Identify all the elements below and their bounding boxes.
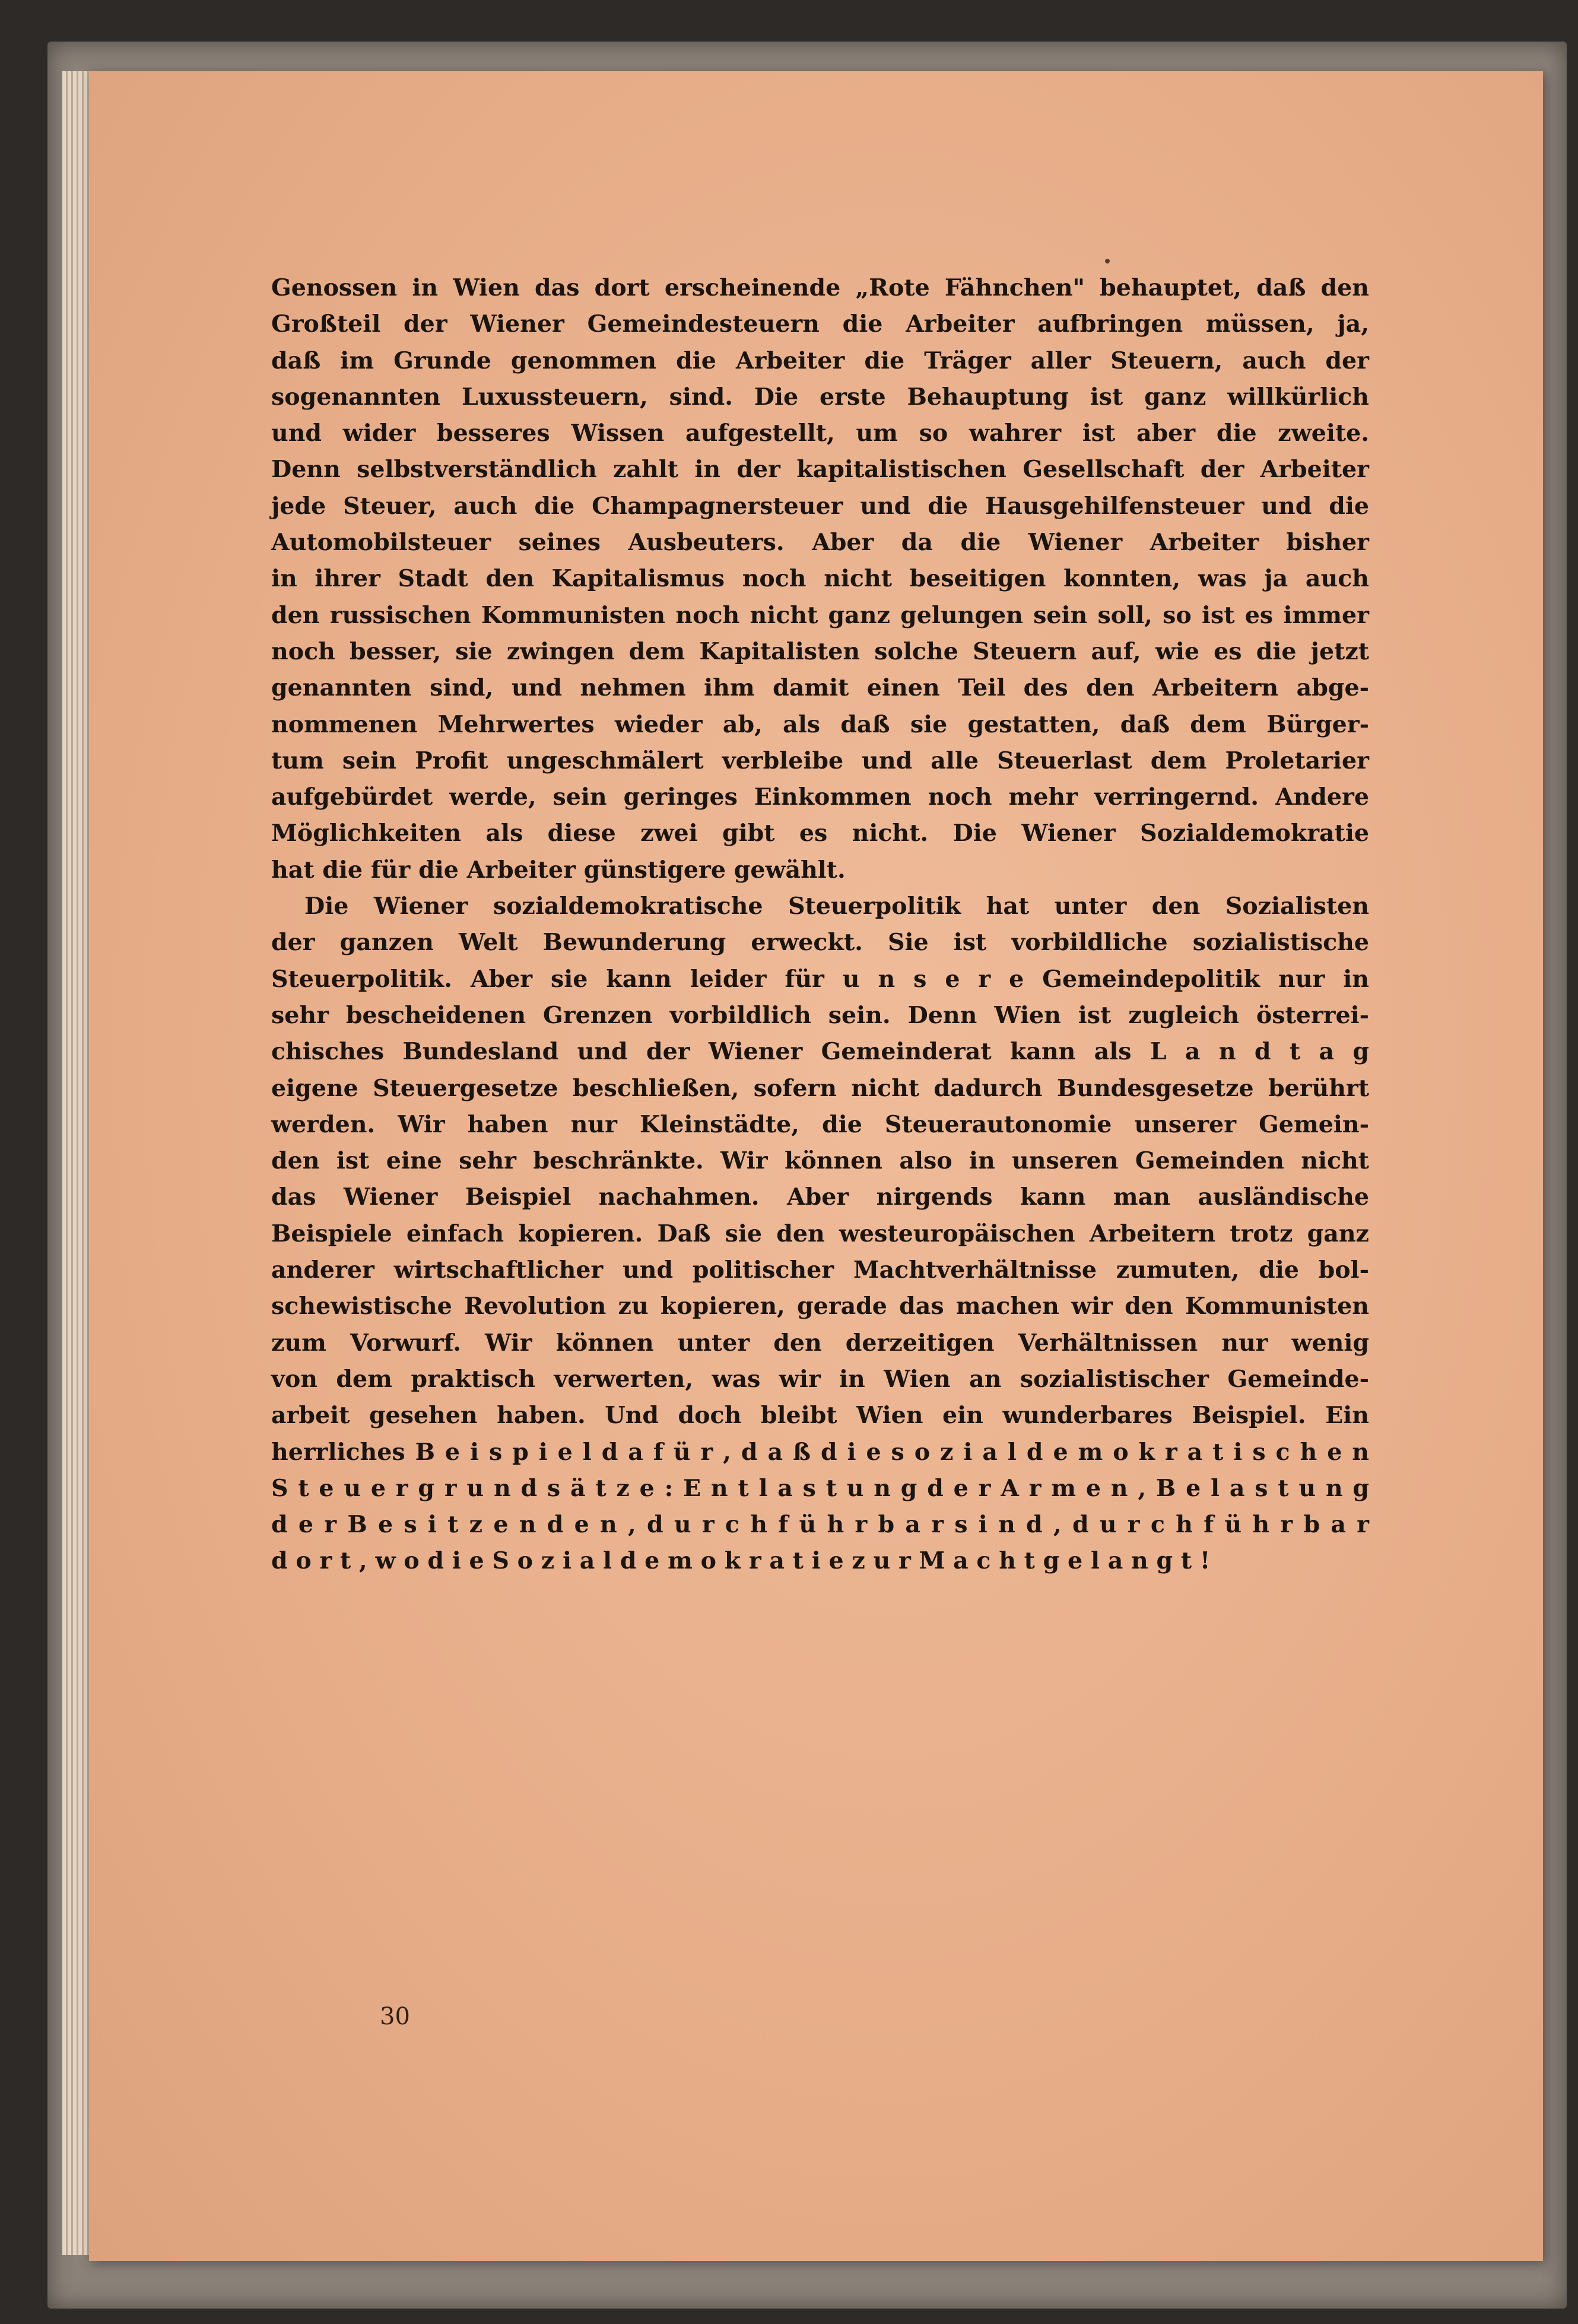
- text-line: daß im Grunde genommen die Arbeiter die Träger aller Steuern, auch der: [271, 347, 1369, 374]
- text-line: der ganzen Welt Bewunderung erweckt. Sie ist vorbildliche sozialistische: [271, 929, 1369, 957]
- text-line: hat die für die Arbeiter günstigere gewählt.: [271, 856, 846, 884]
- text-line: anderer wirtschaftlicher und politischer Machtverhältnisse zumuten, die bol-: [271, 1256, 1369, 1284]
- ink-dot: [1105, 259, 1110, 263]
- text-line: jede Steuer, auch die Champagnersteuer und die Hausgehilfensteuer und die: [271, 492, 1369, 520]
- page-number: 30: [380, 2003, 410, 2030]
- text-line: eigene Steuergesetze beschließen, sofern nicht dadurch Bundesgesetze berührt: [271, 1074, 1369, 1102]
- text-line: noch besser, sie zwingen dem Kapitalisten solche Steuern auf, wie es die jetzt: [271, 637, 1369, 665]
- text-line: und wider besseres Wissen aufgestellt, um so wahrer ist aber die zweite.: [271, 420, 1369, 447]
- text-line: Möglichkeiten als diese zwei gibt es nicht. Die Wiener Sozialdemokratie: [271, 820, 1369, 847]
- text-line: sehr bescheidenen Grenzen vorbildlich sein. Denn Wien ist zugleich österrei-: [271, 1001, 1369, 1029]
- text-line: d e r B e s i t z e n d e n , d u r c h f ü h r b a r s i n d , d u r c h f ü h r b a r: [271, 1511, 1369, 1539]
- text-line: tum sein Profit ungeschmälert verbleibe und alle Steuerlast dem Proletarier: [271, 747, 1369, 774]
- text-line: Großteil der Wiener Gemeindesteuern die Arbeiter aufbringen müssen, ja,: [271, 310, 1369, 338]
- text-line: Automobilsteuer seines Ausbeuters. Aber da die Wiener Arbeiter bisher: [271, 529, 1369, 557]
- text-line: sogenannten Luxussteuern, sind. Die erste Behauptung ist ganz willkürlich: [271, 383, 1369, 411]
- text-line: aufgebürdet werde, sein geringes Einkommen noch mehr verringernd. Andere: [271, 783, 1369, 811]
- text-line: Denn selbstverständlich zahlt in der kapitalistischen Gesellschaft der Arbeiter: [271, 456, 1369, 484]
- text-line: nommenen Mehrwertes wieder ab, als daß sie gestatten, daß dem Bürger-: [271, 710, 1369, 738]
- text-line: Steuerpolitik. Aber sie kann leider für u n s e r e Gemeindepolitik nur in: [271, 965, 1369, 993]
- text-line: Die Wiener sozialdemokratische Steuerpolitik hat unter den Sozialisten: [304, 893, 1369, 920]
- body-text: [271, 270, 1369, 1580]
- text-line: das Wiener Beispiel nachahmen. Aber nirgends kann man ausländische: [271, 1183, 1369, 1211]
- text-line: den russischen Kommunisten noch nicht ganz gelungen sein soll, so ist es immer: [271, 601, 1369, 629]
- text-line: d o r t , w o d i e S o z i a l d e m o k r a t i e z u r M a c h t g e l a n g t !: [271, 1547, 1211, 1575]
- text-line: Genossen in Wien das dort erscheinende „Rote Fähnchen" behauptet, daß den: [271, 274, 1369, 301]
- text-line: Beispiele einfach kopieren. Daß sie den westeuropäischen Arbeitern trotz ganz: [271, 1220, 1369, 1247]
- text-line: werden. Wir haben nur Kleinstädte, die Steuerautonomie unserer Gemein-: [271, 1110, 1369, 1138]
- text-line: arbeit gesehen haben. Und doch bleibt Wien ein wunderbares Beispiel. Ein: [271, 1402, 1369, 1430]
- text-line: den ist eine sehr beschränkte. Wir können also in unseren Gemeinden nicht: [271, 1147, 1369, 1175]
- text-line: in ihrer Stadt den Kapitalismus noch nicht beseitigen konnten, was ja auch: [271, 565, 1369, 593]
- text-line: herrliches B e i s p i e l d a f ü r , d a ß d i e s o z i a l d e m o k r a t i s c h e n: [271, 1438, 1369, 1466]
- text-line: S t e u e r g r u n d s ä t z e : E n t l a s t u n g d e r A r m e n , B e l a s t u n g: [271, 1474, 1369, 1502]
- text-line: schewistische Revolution zu kopieren, gerade das machen wir den Kommunisten: [271, 1293, 1369, 1320]
- text-line: von dem praktisch verwerten, was wir in Wien an sozialistischer Gemeinde-: [271, 1365, 1369, 1393]
- text-line: genannten sind, und nehmen ihm damit einen Teil des den Arbeitern abge-: [271, 674, 1369, 702]
- text-line: zum Vorwurf. Wir können unter den derzeitigen Verhältnissen nur wenig: [271, 1329, 1369, 1357]
- text-line: chisches Bundesland und der Wiener Gemeinderat kann als L a n d t a g: [271, 1038, 1369, 1066]
